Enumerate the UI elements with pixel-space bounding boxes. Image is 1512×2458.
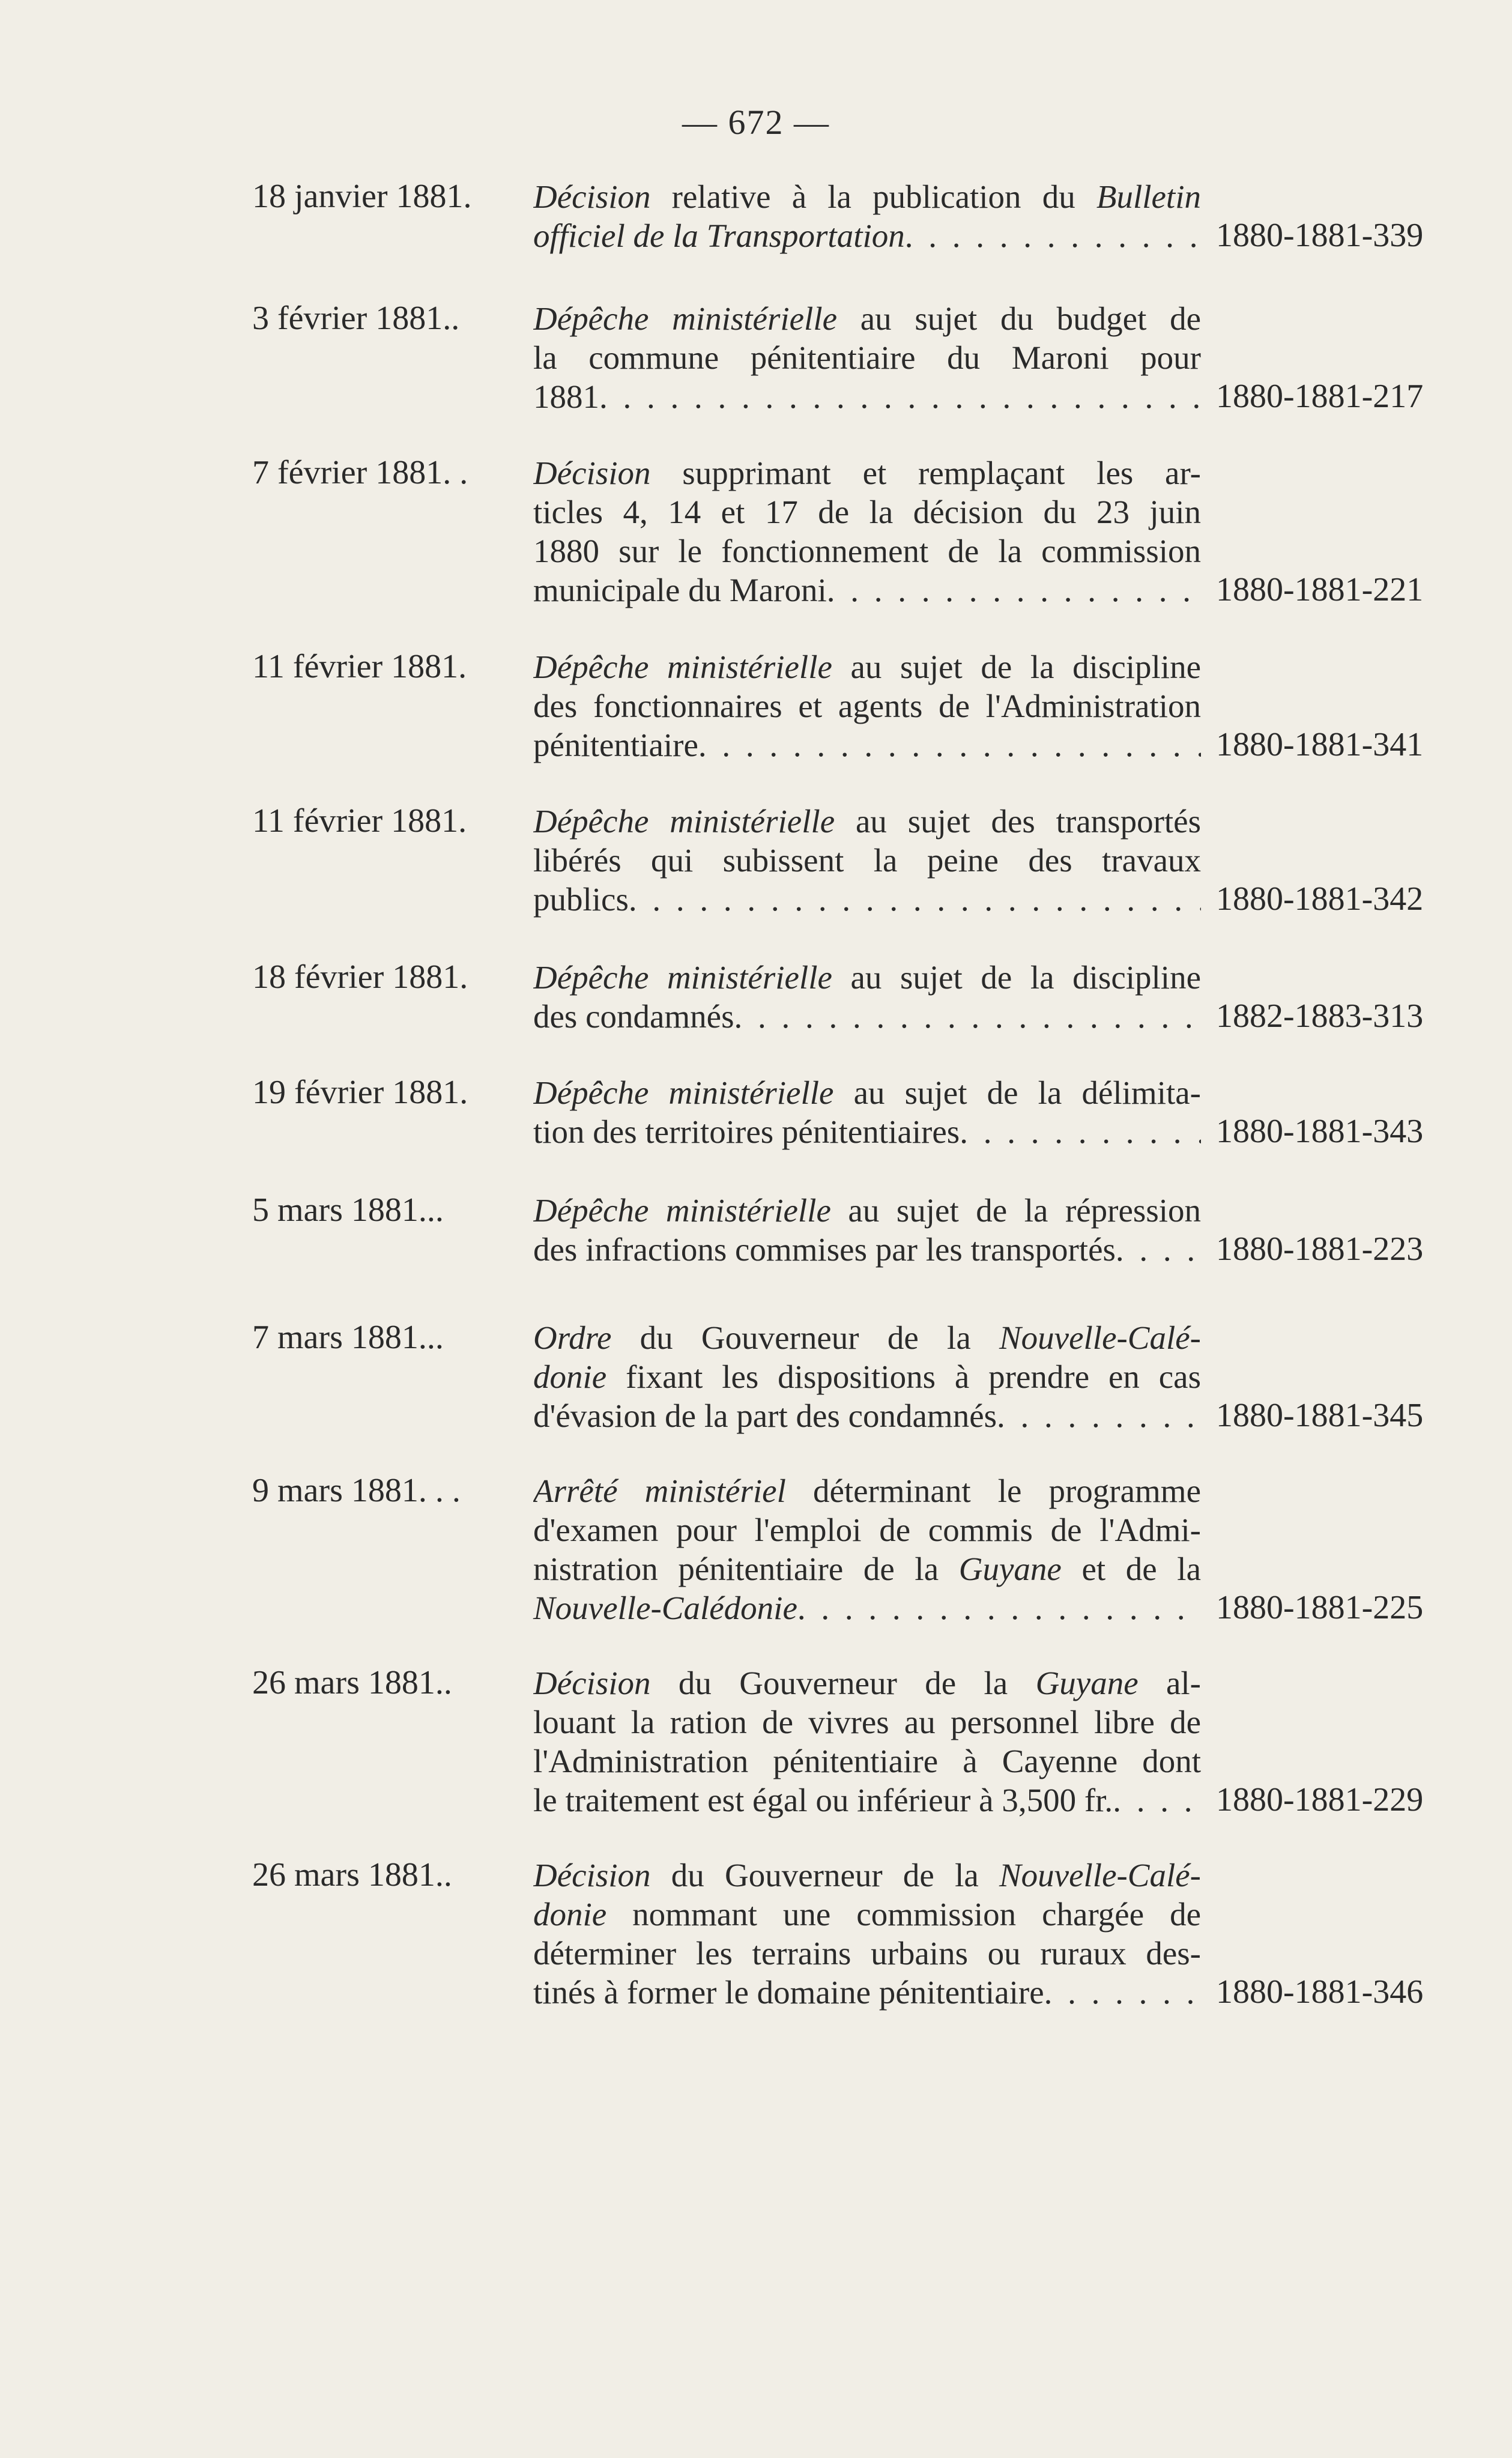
dot-leader [629,880,1201,919]
dot-leader [997,1396,1201,1435]
description-line [533,1230,1201,1269]
text: au sujet du budget de [837,300,1201,337]
italic-text: Décision [533,1857,651,1893]
description-line [533,1856,1201,1895]
text: au sujet de la discipline [832,959,1201,996]
text: libérés qui subissent la peine des travaux [533,842,1201,879]
entry-date: 7 mars 1881... [252,1319,444,1356]
entry-description [533,299,1201,416]
entry-reference: 1880-1881-342 [1216,880,1424,918]
dot-leader [1044,1973,1201,2012]
italic-text: Dépêche ministérielle [533,959,832,996]
description-line [533,725,1201,764]
entry-reference: 1880-1881-221 [1216,571,1424,608]
description-line [533,1934,1201,1973]
italic-text: Dépêche ministérielle [533,1074,834,1111]
entry-reference: 1880-1881-229 [1216,1781,1424,1818]
entry-date: 5 mars 1881... [252,1191,444,1229]
entry-reference: 1880-1881-223 [1216,1231,1424,1268]
description-line [533,1549,1201,1588]
dot-leader [734,997,1202,1036]
text: municipale du Maroni [533,572,827,608]
entry-date: 18 janvier 1881. [252,178,472,215]
description-line [533,1396,1201,1435]
text: du Gouverneur de la [650,1665,1036,1701]
description-line [533,492,1201,531]
entry-description [533,1856,1201,2012]
description-line [533,1112,1201,1151]
italic-text: Dépêche ministérielle [533,1192,831,1229]
italic-text: Décision [533,455,651,491]
italic-text: Décision [533,1665,651,1701]
text: le traitement est égal ou inférieur à 3,500 fr. [533,1782,1113,1818]
entry-date: 7 février 1881. . [252,454,468,491]
entry-reference: 1880-1881-341 [1216,726,1424,763]
text: des fonctionnaires et agents de l'Administration [533,688,1201,724]
text: relative à la publication du [650,178,1096,215]
entry-description [533,453,1201,610]
text: au sujet de la délimita- [833,1074,1201,1111]
text: supprimant et remplaçant les ar- [650,455,1201,491]
italic-text: officiel de la Transportation [533,217,905,254]
italic-text: Arrêté ministériel [533,1473,786,1509]
description-line [533,647,1201,686]
entry-description [533,1471,1201,1627]
dot-leader [1116,1230,1201,1269]
text: la commune pénitentiaire du Maroni pour [533,339,1201,376]
entry-reference: 1880-1881-345 [1216,1397,1424,1434]
entry-date: 19 février 1881. [252,1074,468,1111]
text: fixant les dispositions à prendre en cas [606,1358,1201,1395]
italic-text: Dépêche ministérielle [533,803,835,840]
description-line [533,216,1201,255]
entry-description [533,1073,1201,1151]
entry-description [533,647,1201,764]
text: au sujet de la répression [830,1192,1201,1229]
description-line [533,841,1201,880]
text: et de la [1061,1551,1201,1587]
text: des infractions commises par les transportés [533,1231,1116,1268]
description-line [533,531,1201,571]
entry-description [533,802,1201,919]
entry-date: 3 février 1881.. [252,300,460,337]
text: 1880 sur le fonctionnement de la commission [533,533,1201,569]
description-line [533,1191,1201,1230]
description-line [533,958,1201,997]
description-line [533,1663,1201,1703]
text: al- [1138,1665,1201,1701]
description-line [533,1588,1201,1627]
text: déterminant le programme [785,1473,1201,1509]
description-line [533,1895,1201,1934]
text: d'évasion de la part des condamnés [533,1397,997,1434]
text: ticles 4, 14 et 17 de la décision du 23 juin [533,494,1201,530]
description-line [533,453,1201,492]
entry-date: 26 mars 1881.. [252,1856,452,1893]
text: déterminer les terrains urbains ou ruraux des- [533,1935,1201,1972]
text: tion des territoires pénitentiaires [533,1113,960,1150]
italic-text: Guyane [958,1551,1062,1587]
text: tinés à former le domaine pénitentiaire [533,1974,1044,2011]
text: 1881 [533,378,599,415]
description-line [533,1073,1201,1112]
entry-reference: 1880-1881-346 [1216,1973,1424,2011]
text: des condamnés [533,998,734,1035]
entry-reference: 1880-1881-343 [1216,1113,1424,1150]
page-number: — 672 — [682,103,830,142]
text: l'Administration pénitentiaire à Cayenne dont [533,1743,1201,1779]
italic-text: Nouvelle-Calé- [999,1319,1201,1356]
text: publics [533,881,629,918]
description-line [533,299,1201,338]
description-line [533,880,1201,919]
description-line [533,686,1201,725]
description-line [533,1318,1201,1357]
entry-reference: 1882-1883-313 [1216,997,1424,1035]
entry-date: 11 février 1881. [252,802,467,840]
description-line [533,1742,1201,1781]
italic-text: Guyane [1035,1665,1139,1701]
description-line [533,571,1201,610]
italic-text: Décision [533,178,651,215]
italic-text: Ordre [533,1319,612,1356]
dot-leader [960,1112,1201,1151]
dot-leader [599,377,1201,416]
description-line [533,1973,1201,2012]
description-line [533,997,1201,1036]
description-line [533,1703,1201,1742]
dot-leader [827,571,1201,610]
entry-description [533,958,1201,1036]
italic-text: Nouvelle-Calé- [999,1857,1201,1893]
description-line [533,1471,1201,1510]
dot-leader [905,216,1201,255]
entry-date: 9 mars 1881. . . [252,1472,461,1509]
entry-date: 26 mars 1881.. [252,1664,452,1701]
italic-text: donie [533,1896,607,1933]
italic-text: Dépêche ministérielle [533,300,838,337]
description-line [533,377,1201,416]
entry-description [533,1191,1201,1269]
italic-text: Dépêche ministérielle [533,649,832,685]
dot-leader [698,725,1201,764]
description-line [533,177,1201,216]
text: au sujet des transportés [835,803,1201,840]
text: louant la ration de vivres au personnel libre de [533,1704,1201,1740]
text: pénitentiaire [533,727,698,763]
description-line [533,802,1201,841]
text: nistration pénitentiaire de la [533,1551,959,1587]
italic-text: donie [533,1358,607,1395]
entry-reference: 1880-1881-339 [1216,217,1424,254]
text: nommant une commission chargée de [606,1896,1201,1933]
entry-date: 11 février 1881. [252,648,467,685]
italic-text: Nouvelle-Calédonie [533,1590,797,1626]
text: du Gouverneur de la [611,1319,999,1356]
entry-description [533,1663,1201,1820]
entry-reference: 1880-1881-225 [1216,1589,1424,1626]
entry-description [533,1318,1201,1435]
entry-reference: 1880-1881-217 [1216,378,1424,415]
dot-leader [797,1588,1201,1627]
italic-text: Bulletin [1096,178,1201,215]
description-line [533,1781,1201,1820]
entry-date: 18 février 1881. [252,958,468,996]
dot-leader [1113,1781,1201,1820]
description-line [533,1357,1201,1396]
description-line [533,338,1201,377]
text: d'examen pour l'emploi de commis de l'Admi- [533,1512,1201,1548]
text: du Gouverneur de la [650,1857,999,1893]
text: au sujet de la discipline [832,649,1201,685]
description-line [533,1510,1201,1549]
entry-description [533,177,1201,255]
